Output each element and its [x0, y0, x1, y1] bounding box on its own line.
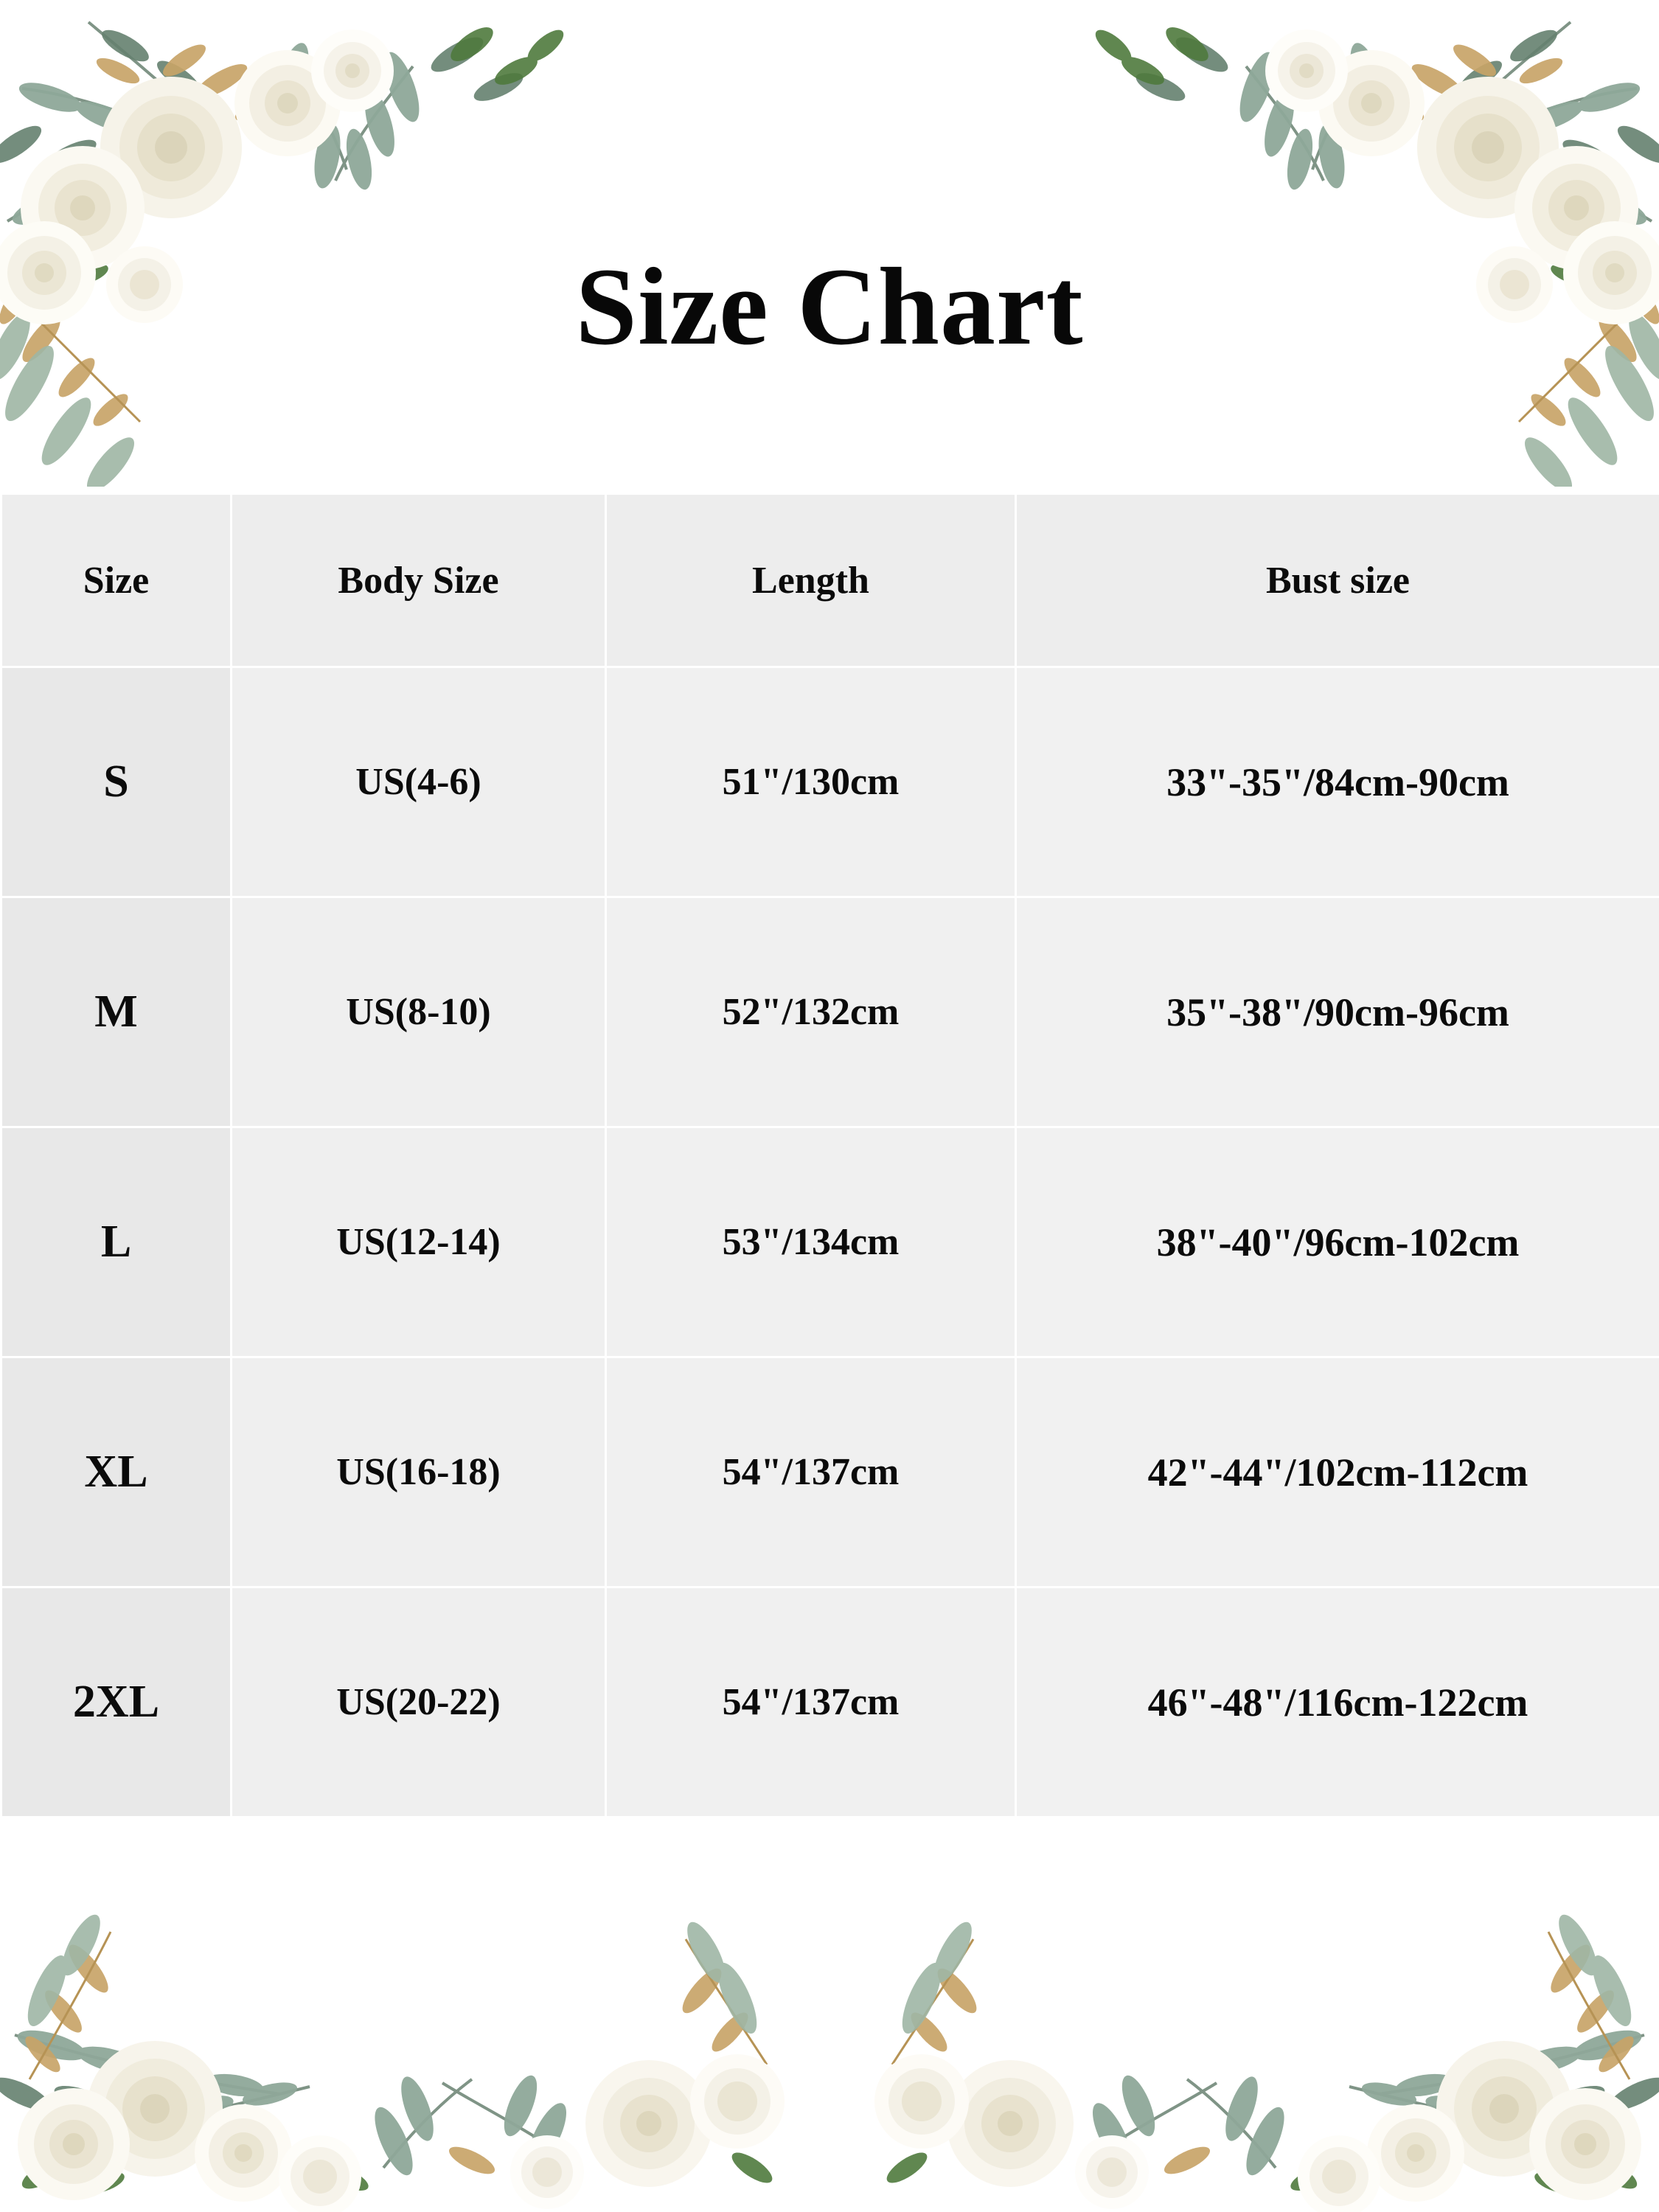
- floral-corner-bottom-right-icon: [848, 1784, 1659, 2212]
- cell-size: XL: [1, 1357, 232, 1587]
- page-title: Size Chart: [575, 246, 1084, 368]
- column-header-size: Size: [1, 494, 232, 667]
- cell-bust-size: 46"-48"/116cm-122cm: [1016, 1587, 1659, 1818]
- column-header-body-size: Body Size: [232, 494, 606, 667]
- cell-length: 54"/137cm: [606, 1587, 1016, 1818]
- column-header-bust-size: Bust size: [1016, 494, 1659, 667]
- cell-body-size: US(12-14): [232, 1127, 606, 1357]
- cell-size: 2XL: [1, 1587, 232, 1818]
- cell-body-size: US(16-18): [232, 1357, 606, 1587]
- size-chart-table: [0, 493, 1659, 1818]
- cell-bust-size: 33"-35"/84cm-90cm: [1016, 667, 1659, 897]
- cell-length: 53"/134cm: [606, 1127, 1016, 1357]
- table-row: [1, 1127, 1659, 1357]
- cell-bust-size: 38"-40"/96cm-102cm: [1016, 1127, 1659, 1357]
- cell-bust-size: 42"-44"/102cm-112cm: [1016, 1357, 1659, 1587]
- table-row: [1, 1357, 1659, 1587]
- cell-length: 51"/130cm: [606, 667, 1016, 897]
- cell-body-size: US(8-10): [232, 897, 606, 1127]
- table-header-row: [1, 494, 1659, 667]
- cell-size: S: [1, 667, 232, 897]
- floral-corner-bottom-left-icon: [0, 1784, 811, 2212]
- cell-size: M: [1, 897, 232, 1127]
- cell-body-size: US(20-22): [232, 1587, 606, 1818]
- table-row: [1, 667, 1659, 897]
- size-chart-table-container: [0, 493, 1659, 1818]
- table-row: [1, 897, 1659, 1127]
- cell-body-size: US(4-6): [232, 667, 606, 897]
- column-header-length: Length: [606, 494, 1016, 667]
- cell-length: 54"/137cm: [606, 1357, 1016, 1587]
- cell-length: 52"/132cm: [606, 897, 1016, 1127]
- cell-size: L: [1, 1127, 232, 1357]
- cell-bust-size: 35"-38"/90cm-96cm: [1016, 897, 1659, 1127]
- table-row: [1, 1587, 1659, 1818]
